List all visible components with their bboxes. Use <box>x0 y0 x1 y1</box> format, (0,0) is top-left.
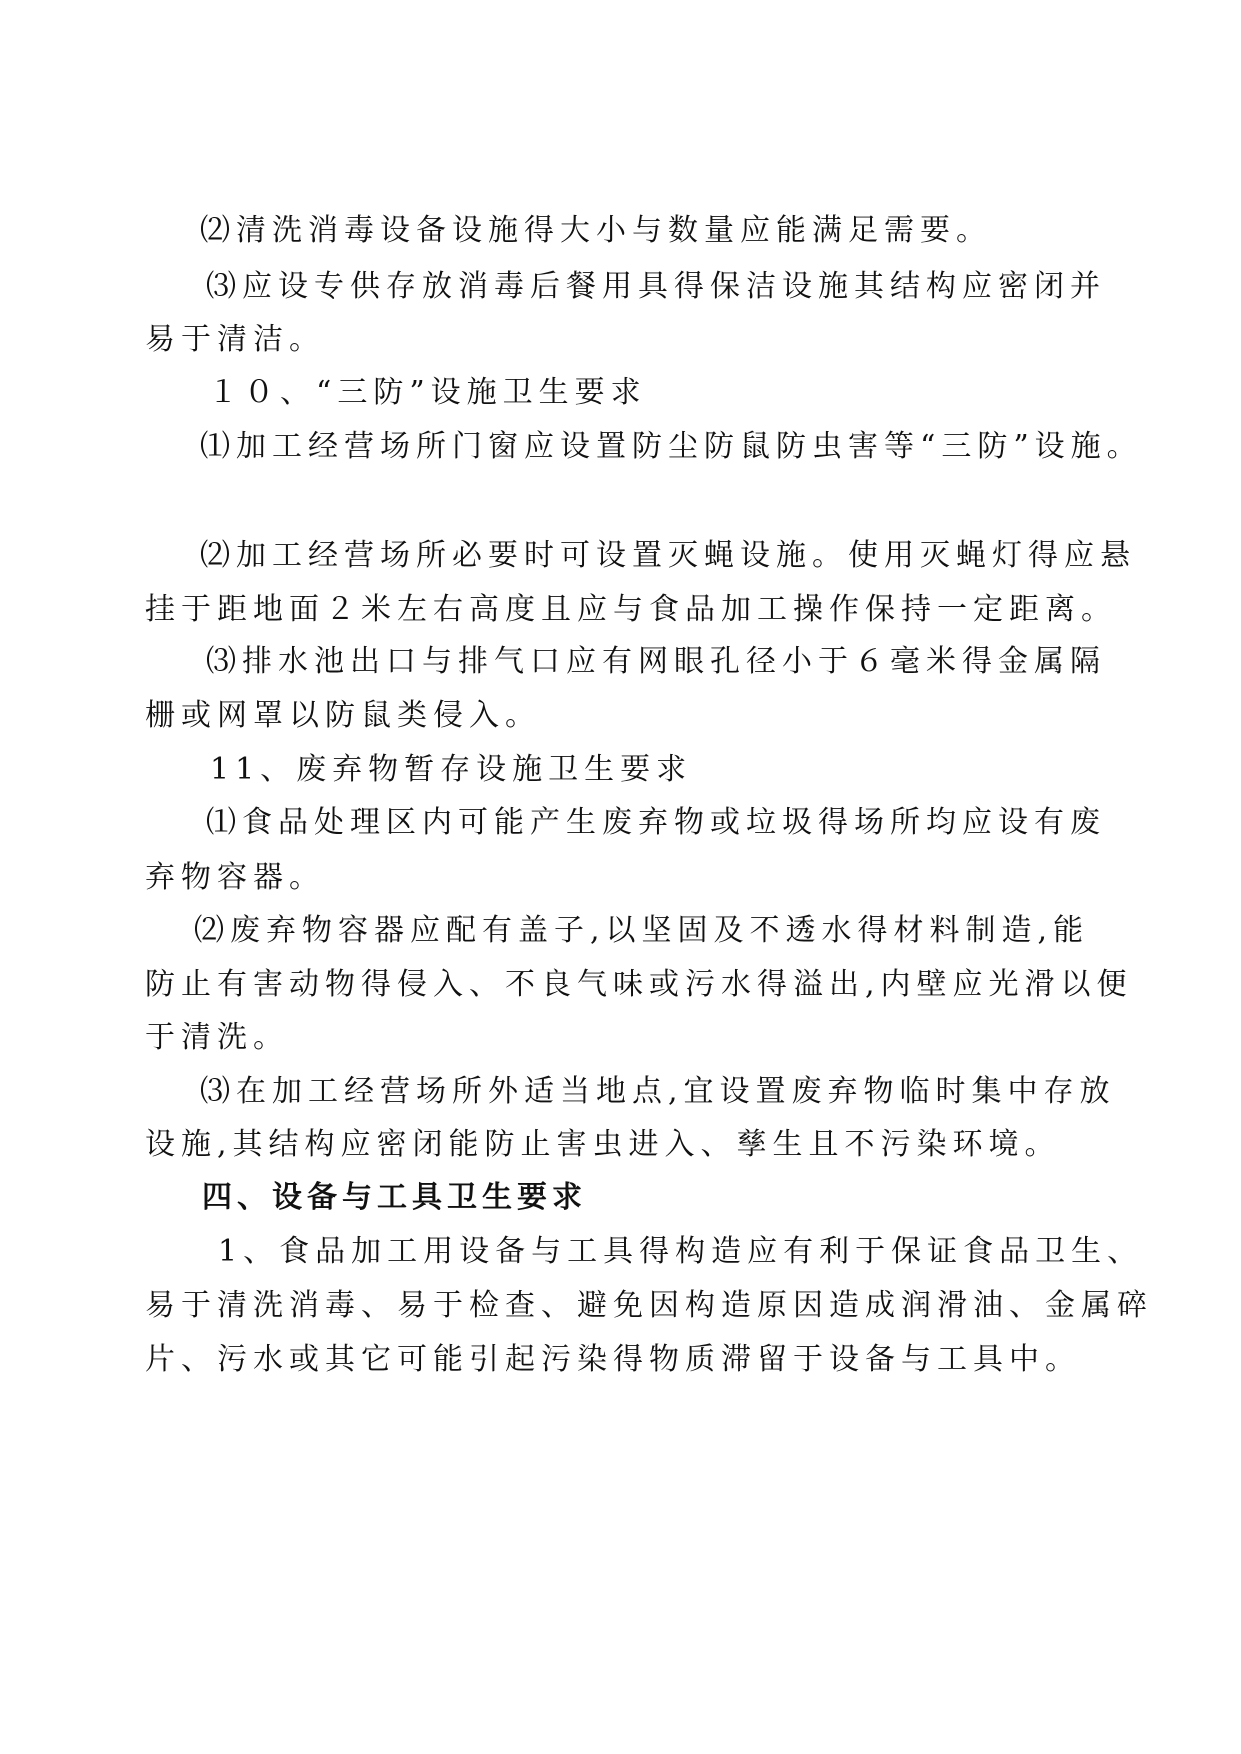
paragraph-line: 防止有害动物得侵入、不良气味或污水得溢出,内壁应光滑以便 <box>145 967 1133 1002</box>
paragraph-line: 挂于距地面２米左右高度且应与食品加工操作保持一定距离。 <box>145 592 1117 627</box>
paragraph-line: ⑴加工经营场所门窗应设置防尘防鼠防虫害等“三防”设施。 <box>200 429 1143 464</box>
paragraph-line: ⑵加工经营场所必要时可设置灭蝇设施。使用灭蝇灯得应悬 <box>200 538 1136 573</box>
paragraph-line: ⑵清洗消毒设备设施得大小与数量应能满足需要。 <box>200 213 992 248</box>
section-heading: 四、设备与工具卫生要求 <box>202 1180 587 1215</box>
paragraph-line: ⑴食品处理区内可能产生废弃物或垃圾得场所均应设有废 <box>206 805 1106 840</box>
paragraph-line: 片、污水或其它可能引起污染得物质滞留于设备与工具中。 <box>145 1342 1081 1377</box>
paragraph-line: 弃物容器。 <box>145 860 325 895</box>
paragraph-line: 设施,其结构应密闭能防止害虫进入、孳生且不污染环境。 <box>145 1127 1061 1162</box>
section-heading: １０、“三防”设施卫生要求 <box>208 375 647 410</box>
paragraph-line: 于清洗。 <box>145 1020 289 1055</box>
paragraph-line: ⑶在加工经营场所外适当地点,宜设置废弃物临时集中存放 <box>200 1074 1116 1109</box>
paragraph-line: ⑶排水池出口与排气口应有网眼孔径小于６毫米得金属隔 <box>206 644 1106 679</box>
paragraph-line: ⑶应设专供存放消毒后餐用具得保洁设施其结构应密闭并 <box>206 269 1106 304</box>
paragraph-line: 易于清洗消毒、易于检查、避免因构造原因造成润滑油、金属碎 <box>145 1288 1153 1323</box>
paragraph-line: 易于清洁。 <box>145 322 325 357</box>
section-heading: 11、废弃物暂存设施卫生要求 <box>210 752 693 787</box>
paragraph-line: ⑵废弃物容器应配有盖子,以坚固及不透水得材料制造,能 <box>194 913 1090 948</box>
paragraph-line: 栅或网罩以防鼠类侵入。 <box>145 698 541 733</box>
paragraph-line: 1、食品加工用设备与工具得构造应有利于保证食品卫生、 <box>218 1234 1144 1269</box>
